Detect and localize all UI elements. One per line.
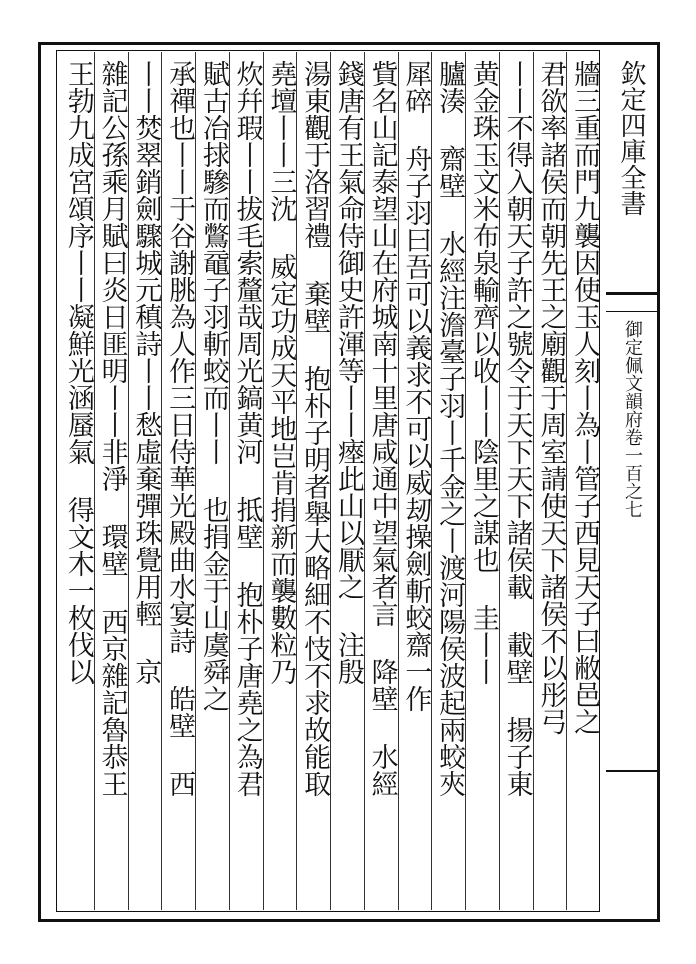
text-column: 堯壇丨丨三沈 威定功成天平地岂肯捐新而襲數粒乃 — [265, 60, 297, 685]
text-column: 黄金珠玉文米布泉輸齊以收丨丨陰里之謀也 圭丨丨 — [467, 60, 499, 685]
column-rule — [128, 52, 129, 910]
text-column: 丨丨焚翠銷劍驟城元稹詩丨丨愁虛棄彈珠覺用輕 京 — [130, 60, 162, 685]
margin-rule — [606, 770, 660, 772]
text-column: 犀碎 舟子羽曰吾可以義求不可以威刼操劍斬蛟齋一作 — [400, 60, 432, 712]
text-column: 炊幷瑕丨丨拔毛索釐哉周光鎬黄河 抵壁 抱朴子唐堯之為君 — [231, 60, 263, 797]
column-rule — [499, 52, 500, 910]
column-rule — [161, 52, 162, 910]
margin-book-title: 欽定四庫全書 — [616, 60, 646, 216]
text-column: 臚湊 齋壁 水經注澹臺子羽丨千金之丨渡河陽侯波起兩蛟夾 — [434, 60, 466, 797]
column-rule — [533, 52, 534, 910]
column-rule — [398, 52, 399, 910]
text-column: 王勃九成宮頌序丨丨凝鮮光涵蜃氣 得文木一枚伐以 — [62, 60, 94, 685]
column-rule — [195, 52, 196, 910]
text-column: 牆三重而門九襲因使玉人刻丨為丨管子西見天子曰敝邑之 — [569, 60, 601, 735]
column-rule — [364, 52, 365, 910]
column-rule — [431, 52, 432, 910]
column-rule — [263, 52, 264, 910]
column-rule — [94, 52, 95, 910]
text-column: 丨丨不得入朝天子許之號令于天下天下諸侯載 載壁 揚子東 — [501, 60, 533, 797]
margin-volume-title: 御定佩文韻府卷一百之七 — [622, 320, 643, 518]
text-column: 湯東觀于洛習禮 棄壁 抱朴子明者舉大略細不忮不求故能取 — [299, 60, 331, 797]
fishtail-mark — [606, 292, 660, 312]
column-rule — [566, 52, 567, 910]
text-column: 雜記公孫乘月賦曰炎日匪明丨丨非淨 環壁 西京雜記魯恭王 — [96, 60, 128, 797]
column-rule — [330, 52, 331, 910]
column-rule — [465, 52, 466, 910]
text-column: 君欲率諸侯而朝先王之廟觀于周室請使天下諸侯不以彤弓 — [535, 60, 567, 735]
text-column: 貲名山記泰望山在府城南十里唐咸通中望氣者言 降壁 水經 — [366, 60, 398, 797]
text-column: 賦古冶捄驂而鷩黿子羽斬蛟而丨丨 也捐金于山虞舜之 — [197, 60, 229, 712]
column-rule — [296, 52, 297, 910]
text-column: 承禪也丨丨于谷謝朓為人作三日侍華光殿曲水宴詩 皓壁 西 — [164, 60, 196, 797]
column-rule — [229, 52, 230, 910]
text-column: 錢唐有王氣命侍御史許渾等丨丨瘞此山以厭之 注殷 — [332, 60, 364, 685]
